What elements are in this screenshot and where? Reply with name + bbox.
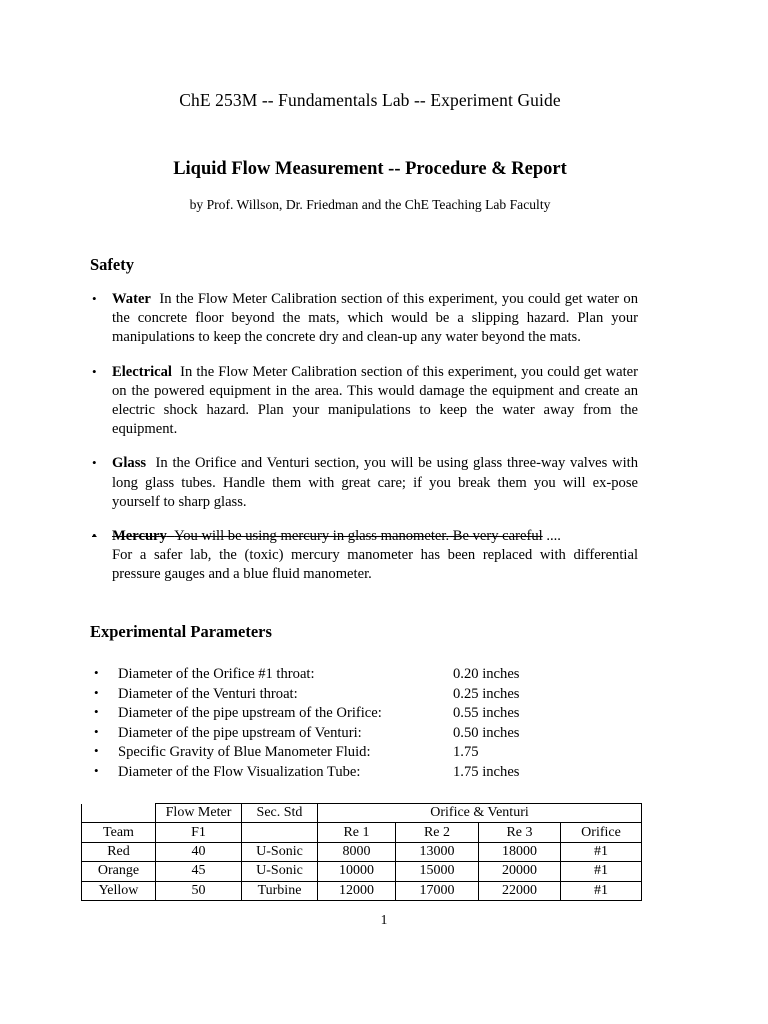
bullet-icon: • — [92, 455, 97, 471]
parameter-row — [90, 665, 638, 685]
cell-orifice: #1 — [561, 862, 642, 881]
parameter-value: 1.75 inches — [453, 763, 520, 780]
column-header-team: Team — [82, 823, 156, 842]
cell-re1: 12000 — [318, 881, 396, 900]
parameter-row — [90, 685, 638, 705]
parameter-label: Diameter of the Orifice #1 throat: — [118, 666, 315, 682]
cell-orifice: #1 — [561, 842, 642, 861]
cell-team: Yellow — [82, 881, 156, 900]
cell-sec-std: U-Sonic — [242, 862, 318, 881]
table-row — [82, 842, 642, 861]
document-title: Liquid Flow Measurement -- Procedure & Report — [173, 159, 567, 179]
safety-text-tail: .... — [542, 527, 561, 544]
safety-section-heading: Safety — [90, 255, 134, 274]
cell-re1: 10000 — [318, 862, 396, 881]
bullet-icon: • — [94, 704, 99, 719]
safety-body-text: In the Orifice and Venturi section, you will be using glass three-way valves with long glass tubes. Handle them with great care; if you break them you will ex-pose yourself to sharp glass. — [112, 455, 638, 510]
safety-term: Electrical — [112, 363, 172, 380]
table-column-header-row — [82, 823, 642, 842]
table-row — [82, 881, 642, 900]
parameter-value: 0.55 inches — [453, 705, 520, 721]
group-header-orifice-venturi: Orifice & Venturi — [318, 804, 642, 823]
cell-f1: 50 — [156, 881, 242, 900]
bullet-icon: • — [94, 684, 99, 700]
cell-re3: 22000 — [479, 881, 561, 900]
parameter-label: Diameter of the Venturi throat: — [118, 685, 298, 702]
column-header-sec-std-blank — [242, 823, 318, 842]
cell-re2: 13000 — [396, 842, 479, 861]
cell-re3: 20000 — [479, 862, 561, 881]
safety-continuation-text: For a safer lab, the (toxic) mercury manometer has been replaced with differential pressure gauges and a blue fluid manometer. — [112, 547, 638, 583]
column-header-re3: Re 3 — [479, 823, 561, 842]
bullet-icon: • — [94, 743, 99, 758]
team-assignment-table — [81, 803, 642, 901]
safety-body-text: In the Flow Meter Calibration section of this experiment, you could get water on the powered equipment in the area. This would damage the equipment and create an electric shock hazard. Plan your manipulations to keep the water away from the equipment. — [112, 363, 639, 438]
group-header-flow-meter: Flow Meter — [156, 804, 242, 823]
column-header-re2: Re 2 — [396, 823, 479, 842]
bullet-icon: • — [92, 527, 97, 543]
table-group-header-row — [82, 804, 642, 823]
parameter-value: 0.25 inches — [453, 685, 520, 702]
parameter-label: Specific Gravity of Blue Manometer Fluid: — [118, 744, 371, 760]
bullet-icon: • — [92, 291, 97, 306]
safety-item-water — [90, 290, 638, 348]
safety-term: Glass — [112, 455, 147, 472]
parameter-label: Diameter of the pipe upstream of Venturi: — [118, 724, 362, 741]
cell-sec-std: Turbine — [242, 881, 318, 900]
cell-f1: 45 — [156, 862, 242, 881]
parameter-row — [90, 743, 638, 763]
page-number: 1 — [380, 912, 388, 927]
safety-bullet-list — [90, 290, 638, 584]
parameter-row — [90, 763, 638, 783]
parameter-value: 1.75 — [453, 744, 479, 760]
safety-item-mercury — [90, 527, 638, 585]
parameter-label: Diameter of the Flow Visualization Tube: — [118, 763, 361, 780]
cell-re3: 18000 — [479, 842, 561, 861]
document-byline: by Prof. Willson, Dr. Friedman and the ChE Teaching Lab Faculty — [189, 197, 551, 212]
bullet-icon: • — [94, 723, 99, 739]
bullet-icon: • — [94, 665, 99, 680]
column-header-orifice: Orifice — [561, 823, 642, 842]
cell-team: Orange — [82, 862, 156, 881]
group-header-sec-std: Sec. Std — [242, 804, 318, 823]
bullet-icon: • — [92, 363, 97, 379]
column-header-re1: Re 1 — [318, 823, 396, 842]
cell-team: Red — [82, 842, 156, 861]
cell-orifice: #1 — [561, 881, 642, 900]
column-header-f1: F1 — [156, 823, 242, 842]
parameter-row — [90, 724, 638, 744]
safety-body-text: In the Flow Meter Calibration section of this experiment, you could get water on the concrete floor beyond the mats, which would be a slipping hazard. Plan your manipulations to keep the concrete dry and clean-up any water beyond the mats. — [112, 291, 638, 346]
safety-body-text-struck: You will be using mercury in glass manometer. Be very careful — [174, 527, 543, 544]
parameter-value: 0.20 inches — [453, 666, 520, 682]
group-header-blank — [82, 804, 156, 823]
safety-term: Water — [112, 291, 151, 307]
cell-re2: 17000 — [396, 881, 479, 900]
safety-item-electrical — [90, 363, 638, 440]
parameter-label: Diameter of the pipe upstream of the Orifice: — [118, 705, 382, 721]
bullet-icon: • — [94, 762, 99, 778]
parameter-value: 0.50 inches — [453, 724, 520, 741]
parameter-row — [90, 704, 638, 724]
cell-sec-std: U-Sonic — [242, 842, 318, 861]
document-header: ChE 253M -- Fundamentals Lab -- Experiment Guide — [179, 90, 561, 110]
experimental-parameters-list — [90, 665, 638, 782]
cell-re1: 8000 — [318, 842, 396, 861]
table-row — [82, 862, 642, 881]
safety-term-struck: Mercury — [112, 527, 167, 544]
cell-f1: 40 — [156, 842, 242, 861]
cell-re2: 15000 — [396, 862, 479, 881]
experimental-parameters-heading: Experimental Parameters — [90, 622, 272, 641]
safety-item-glass — [90, 454, 638, 512]
